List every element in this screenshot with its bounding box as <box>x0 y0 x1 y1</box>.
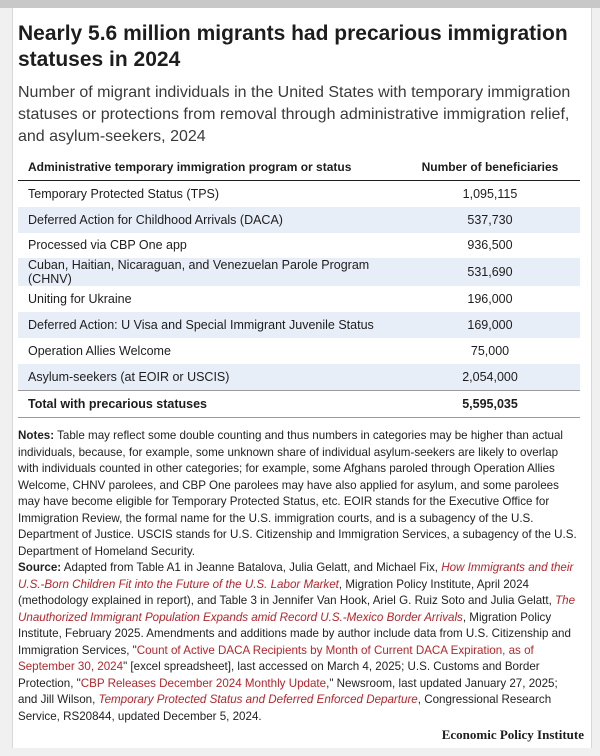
notes-paragraph <box>18 428 580 560</box>
source-link-tps-report[interactable]: Temporary Protected Status and Deferred Enforced Departure <box>98 693 418 706</box>
row-label: Cuban, Haitian, Nicaraguan, and Venezuelan Parole Program (CHNV) <box>18 258 400 286</box>
source-text: , Congressional Research Service, RS20844, updated December 5, 2024. <box>18 693 552 723</box>
row-value: 531,690 <box>400 258 580 286</box>
row-label: Processed via CBP One app <box>28 238 187 253</box>
table-row <box>18 312 580 338</box>
table-row <box>18 207 580 233</box>
table-row <box>18 364 580 390</box>
total-value: 5,595,035 <box>400 390 580 417</box>
notes-text: Table may reflect some double counting and thus numbers in categories may be higher than actual individuals, because, for example, some unknown share of individual asylum-seekers are likely to overlap with individuals counted in other categories; for example, some Afghans paroled through Operation Allies Welcome, CHNV parolees, and CBP One parolees may have also applied for asylum, and some parolees may have become eligible for Temporary Protected Status, etc. EOIR stands for the Executive Office for Immigration Review, the formal name for the U.S. immigration courts, and is a subagency of the U.S. Department of Justice. USCIS stands for U.S. Citizenship and Immigration Services, a subagency of the U.S. Department of Homeland Security. <box>18 429 577 558</box>
row-label: Temporary Protected Status (TPS) <box>28 186 220 201</box>
source-label: Source: <box>18 561 62 574</box>
source-text: ," Newsroom, last updated January 27, 2025; and Jill Wilson, <box>18 676 558 706</box>
figure-title: Nearly 5.6 million migrants had precarious immigration statuses in 2024 <box>18 22 568 71</box>
top-bar <box>0 0 600 8</box>
table-header-row <box>18 154 580 181</box>
table-total-row <box>18 390 580 417</box>
row-value: 537,730 <box>400 207 580 233</box>
table-row <box>18 258 580 286</box>
source-text: , Migration Policy Institute, April 2024 (methodology explained in report), and Table 3 in Jennifer Van Hook, Ariel G. Ruiz Soto and Julia Gelatt, <box>18 577 556 607</box>
row-label: Uniting for Ukraine <box>28 292 132 307</box>
epi-logo: Economic Policy Institute <box>441 727 584 742</box>
table-row <box>18 338 580 364</box>
row-value: 2,054,000 <box>400 364 580 390</box>
row-value: 75,000 <box>470 343 510 358</box>
row-label: Asylum-seekers (at EOIR or USCIS) <box>18 364 400 390</box>
table-row <box>18 181 580 207</box>
row-label: Operation Allies Welcome <box>28 343 171 358</box>
source-paragraph <box>18 560 580 725</box>
source-link-unauthorized-population[interactable]: The Unauthorized Immigrant Population Expands amid Record U.S.-Mexico Border Arrivals <box>18 594 576 624</box>
table-row <box>18 233 580 259</box>
source-link-labor-market[interactable]: How Immigrants and their U.S.-Born Children Fit into the Future of the U.S. Labor Market <box>18 561 574 591</box>
source-link-daca-count[interactable]: Count of Active DACA Recipients by Month of Current DACA Expiration, as of September 30, 2024 <box>18 643 534 673</box>
row-value: 936,500 <box>467 238 513 253</box>
row-label: Deferred Action for Childhood Arrivals (DACA) <box>18 207 400 233</box>
row-label: Deferred Action: U Visa and Special Immigrant Juvenile Status <box>18 312 400 338</box>
row-value: 1,095,115 <box>462 186 518 201</box>
figure-subtitle: Number of migrant individuals in the United States with temporary immigration statuses or protections from removal through administrative immigration relief, and asylum-seekers, 2024 <box>18 84 571 145</box>
column-header-beneficiaries: Number of beneficiaries <box>400 154 580 181</box>
beneficiaries-table <box>18 154 580 418</box>
source-text: , Migration Policy Institute, February 2025. Amendments and additions made by author include data from U.S. Citizenship and Immigration Services, " <box>18 610 571 657</box>
table-row <box>18 286 580 312</box>
row-value: 196,000 <box>467 292 513 307</box>
source-text: " [excel spreadsheet], last accessed on March 4, 2025; U.S. Customs and Border Protection, " <box>18 660 540 690</box>
source-link-cbp-update[interactable]: CBP Releases December 2024 Monthly Update <box>80 676 327 690</box>
row-value: 169,000 <box>400 312 580 338</box>
total-label: Total with precarious statuses <box>18 390 400 417</box>
notes-label: Notes: <box>18 429 55 442</box>
column-header-program: Administrative temporary immigration program or status <box>18 154 400 181</box>
source-text: Adapted from Table A1 in Jeanne Batalova, Julia Gelatt, and Michael Fix, <box>63 561 442 574</box>
